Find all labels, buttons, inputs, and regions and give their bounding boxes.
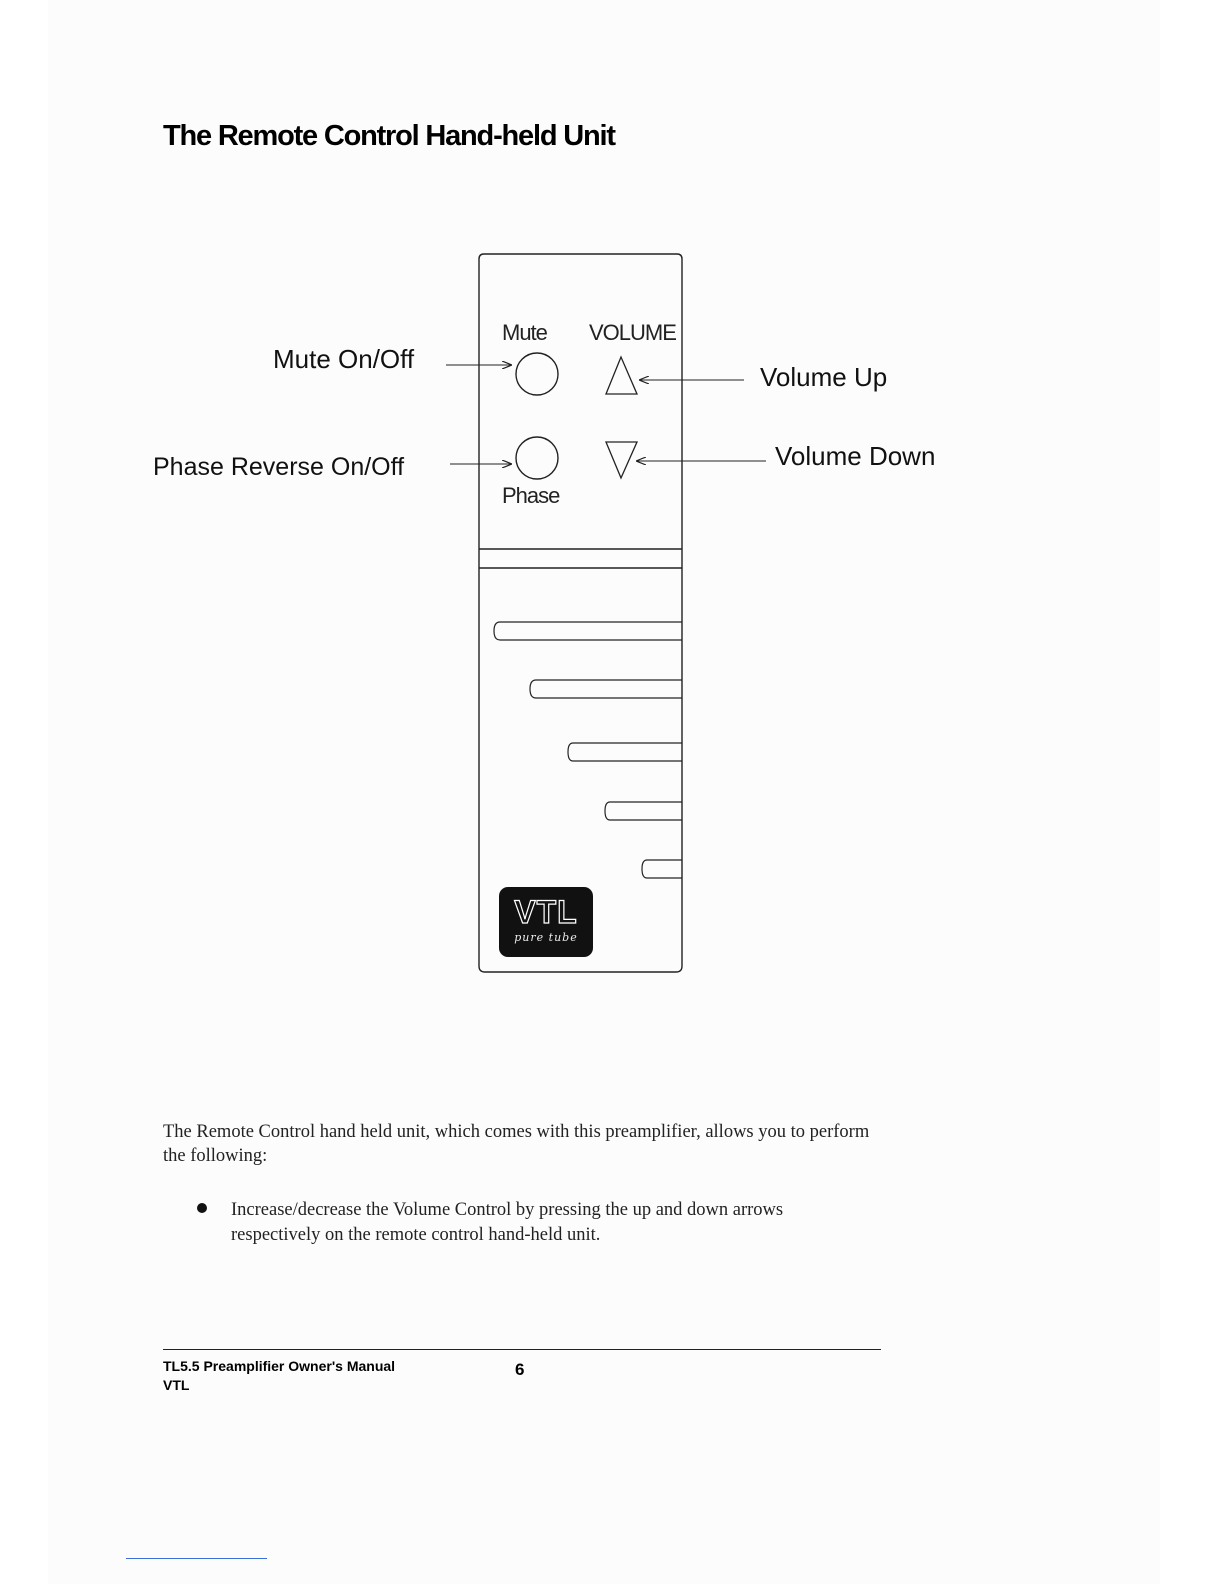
groove-slot: [494, 622, 682, 640]
volume-up-callout-label: Volume Up: [760, 362, 888, 392]
page-heading: The Remote Control Hand-held Unit: [163, 120, 615, 152]
page-number: 6: [515, 1360, 525, 1379]
volume-down-callout-label: Volume Down: [775, 441, 936, 471]
volume-down-icon: [606, 442, 637, 478]
mute-button: [516, 353, 558, 395]
volume-button-label: VOLUME: [589, 320, 676, 345]
mute-button-label: Mute: [502, 320, 547, 345]
remote-body-outline: [479, 254, 682, 972]
phase-button: [516, 437, 558, 479]
bottom-link-underline: [126, 1558, 267, 1559]
vtl-logo-mark: VTL: [514, 894, 578, 930]
phase-button-label: Phase: [502, 483, 560, 508]
groove-slot: [568, 743, 682, 761]
groove-slot: [605, 802, 682, 820]
footer-divider: [163, 1349, 881, 1350]
footer-brand: VTL: [163, 1377, 190, 1393]
bullet-item: Increase/decrease the Volume Control by pressing the up and down arrows respectively on the remote control hand-held unit.: [231, 1200, 784, 1245]
groove-slot: [530, 680, 682, 698]
groove-slot: [642, 860, 682, 878]
vtl-logo-tagline: pure tube: [514, 931, 578, 944]
bullet-icon: [197, 1203, 207, 1213]
phase-callout-label: Phase Reverse On/Off: [153, 453, 405, 481]
volume-up-icon: [606, 357, 637, 394]
footer-manual-title: TL5.5 Preamplifier Owner's Manual: [163, 1358, 396, 1374]
mute-callout-label: Mute On/Off: [273, 344, 415, 374]
intro-paragraph: The Remote Control hand held unit, which comes with this preamplifier, allows you to perform the following:: [163, 1122, 870, 1166]
vtl-logo: [499, 887, 593, 957]
